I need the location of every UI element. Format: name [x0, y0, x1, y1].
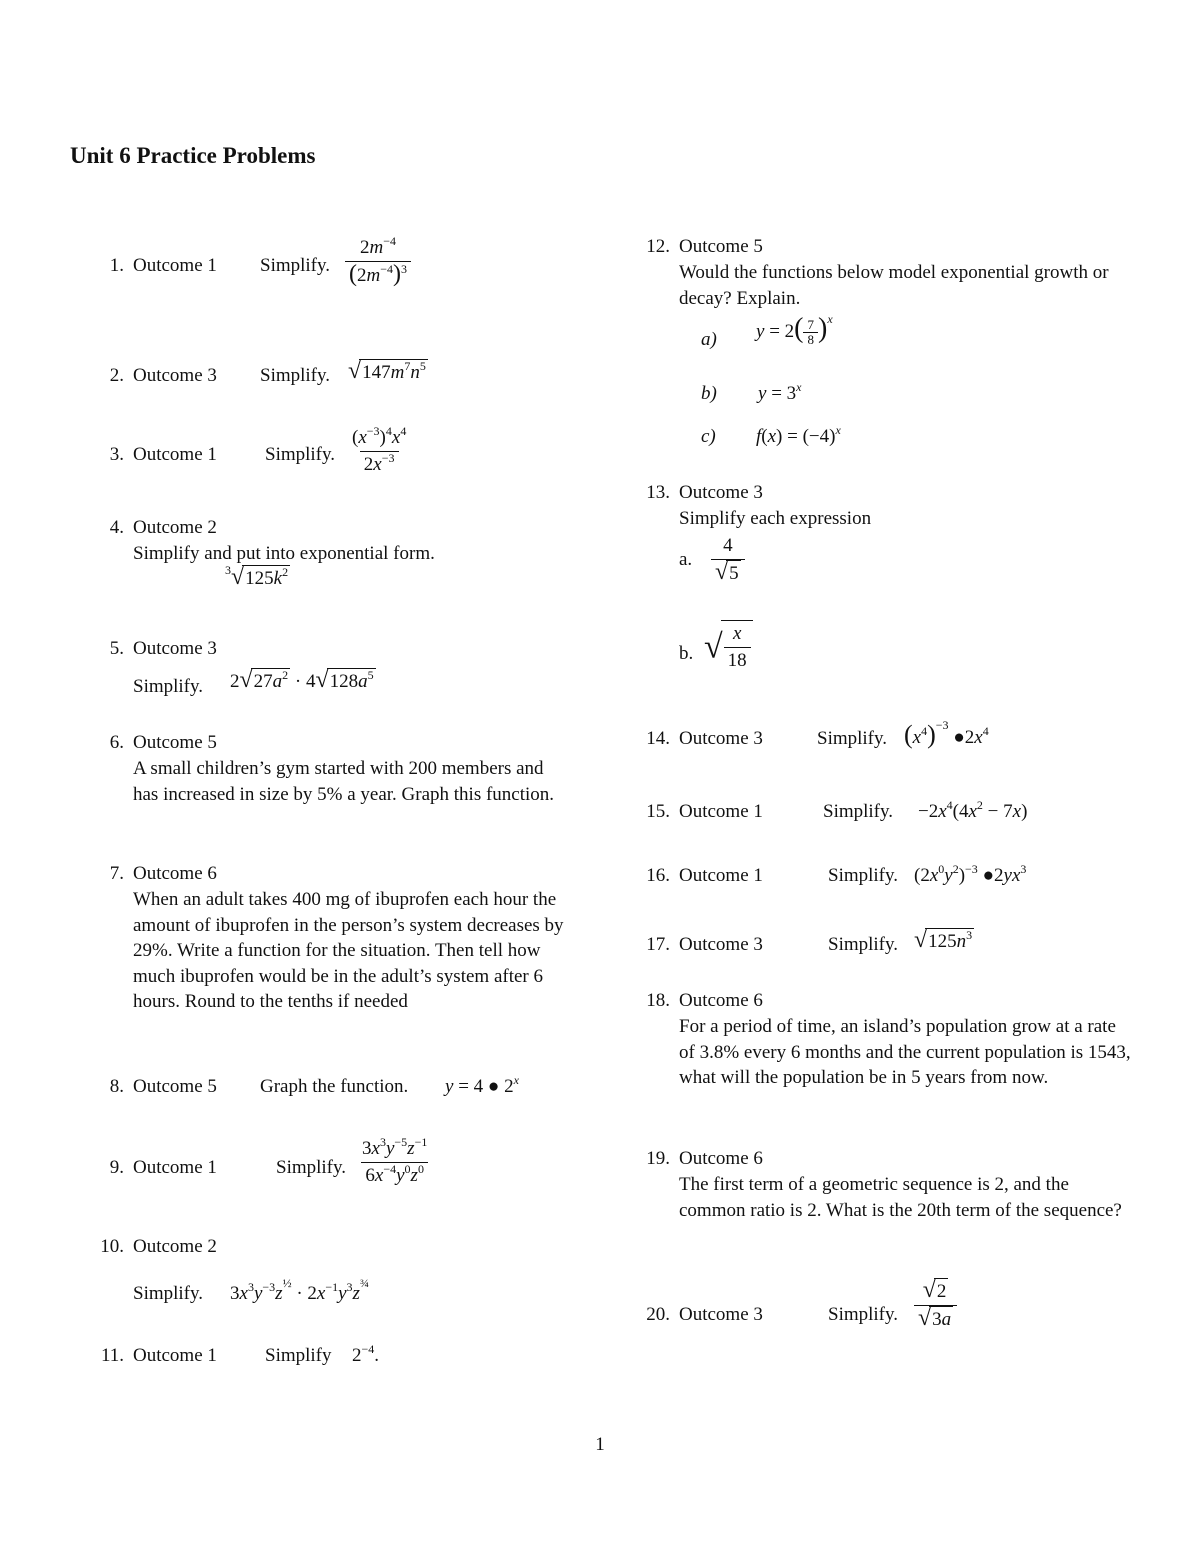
- problem-number: 15.: [646, 801, 670, 822]
- expression: $3x^3y^{-3}z^{\frac{1}{2}} \cdot 2x^{-1}y^3z^{\frac{3}{4}}$: [230, 1276, 369, 1304]
- outcome-label: Outcome 3: [133, 365, 217, 386]
- outcome-label: Outcome 3: [133, 638, 217, 659]
- prompt: Simplify.: [260, 255, 331, 276]
- expression: $\frac{√2}{√3a}$: [914, 1278, 957, 1332]
- outcome-label: Outcome 1: [133, 444, 217, 465]
- problem-number: 1.: [109, 255, 124, 276]
- expression: $-2x^4(4x^2 - 7x)$: [918, 798, 1028, 822]
- outcome-label: Outcome 1: [133, 1157, 217, 1178]
- expression: $(x^4)^{-3}$ $●2x^4$: [904, 718, 989, 749]
- expression: $√147m^7n^5$: [348, 358, 426, 384]
- outcome-label: Outcome 6: [679, 990, 763, 1011]
- problem-number: 18.: [646, 990, 670, 1011]
- part-label: a.: [679, 549, 693, 570]
- outcome-label: Outcome 2: [133, 1236, 217, 1257]
- outcome-label: Outcome 5: [133, 1076, 217, 1097]
- prompt: Simplify.: [276, 1157, 347, 1178]
- prompt: Simplify.: [133, 1283, 204, 1304]
- problem-text: Simplify and put into exponential form.: [133, 543, 435, 564]
- expression: $\frac{(x^{-3})^4x^4}{2x^{-3}}$: [348, 425, 410, 477]
- outcome-label: Outcome 6: [133, 863, 217, 884]
- expression: √ $\frac{x}{18}$: [704, 620, 753, 673]
- expression: $(2x^0y^2)^{-3}$ $●2yx^3$: [914, 862, 1027, 886]
- problem-number: 16.: [646, 865, 670, 886]
- problem-text: The first term of a geometric sequence is 2, and the common ratio is 2. What is the 20th term of the sequence?: [679, 1174, 1122, 1221]
- problem-number: 20.: [646, 1304, 670, 1325]
- expression: $f(x) = (-4)^x$: [756, 423, 841, 447]
- outcome-label: Outcome 3: [679, 1304, 763, 1325]
- outcome-label: Outcome 2: [133, 517, 217, 538]
- prompt: Simplify: [265, 1345, 332, 1366]
- problem-number: 5.: [109, 638, 124, 659]
- expression: $√125n^3$: [914, 927, 973, 953]
- outcome-label: Outcome 5: [133, 732, 217, 753]
- outcome-label: Outcome 3: [679, 934, 763, 955]
- outcome-label: Outcome 6: [679, 1148, 763, 1169]
- expression: y = 4 ● 2$^x$: [445, 1073, 519, 1097]
- problem-number: 19.: [646, 1148, 670, 1169]
- problem-number: 14.: [646, 728, 670, 749]
- prompt: Simplify.: [828, 1304, 899, 1325]
- problem-text: A small children’s gym started with 200 members and has increased in size by 5% a year. Graph this function.: [133, 758, 555, 805]
- part-label: a): [701, 329, 717, 350]
- outcome-label: Outcome 1: [133, 255, 217, 276]
- expression: y = 2( $\frac{7}{8}$ )$^x$: [756, 312, 833, 348]
- problem-number: 12.: [646, 236, 670, 257]
- expression: $\frac{2m^{-4}}{(2m^{-4})^3}$: [345, 235, 411, 288]
- problem-number: 4.: [109, 517, 124, 538]
- prompt: Simplify.: [260, 365, 331, 386]
- problem-text: Would the functions below model exponential growth or decay? Explain.: [679, 262, 1109, 309]
- problem-number: 17.: [646, 934, 670, 955]
- problem-number: 6.: [109, 732, 124, 753]
- expression: $\frac{4}{√5}$: [711, 533, 745, 586]
- prompt: Simplify.: [823, 801, 894, 822]
- part-label: b.: [679, 643, 694, 664]
- prompt: Simplify.: [265, 444, 336, 465]
- page-title: Unit 6 Practice Problems: [70, 143, 316, 168]
- expression: $\frac{3x^3y^{-5}z^{-1}}{6x^{-4}y^0z^0}$: [358, 1136, 431, 1188]
- problem-text: For a period of time, an island’s population grow at a rate of 3.8% every 6 months and the current population is 1543, what will the population be in 5 years from now.: [679, 1016, 1131, 1088]
- prompt: Simplify.: [817, 728, 888, 749]
- prompt: Graph the function.: [260, 1076, 409, 1097]
- problem-number: 11.: [100, 1345, 124, 1366]
- prompt: Simplify.: [828, 865, 899, 886]
- prompt: Simplify.: [828, 934, 899, 955]
- page-number: 1: [595, 1434, 605, 1455]
- outcome-label: Outcome 1: [679, 801, 763, 822]
- part-label: b): [701, 383, 717, 404]
- problem-number: 7.: [109, 863, 124, 884]
- problem-number: 2.: [109, 365, 124, 386]
- outcome-label: Outcome 3: [679, 482, 763, 503]
- problem-number: 9.: [109, 1157, 124, 1178]
- problem-number: 3.: [109, 444, 124, 465]
- outcome-label: Outcome 1: [133, 1345, 217, 1366]
- problem-number: 8.: [109, 1076, 124, 1097]
- outcome-label: Outcome 5: [679, 236, 763, 257]
- expression: $y = 3^x$: [758, 380, 802, 404]
- prompt: Simplify.: [133, 676, 204, 697]
- expression: $2^{-4}$.: [352, 1342, 380, 1366]
- problem-number: 13.: [646, 482, 670, 503]
- part-label: c): [701, 426, 716, 447]
- problem-text: When an adult takes 400 mg of ibuprofen each hour the amount of ibuprofen in the person’s system decreases by 29%. Write a function for the situation. Then tell how much ibuprofen would be in the adult’s system after 6 hours. Round to the tenths if needed: [133, 889, 564, 1012]
- expression: $^3√125k^2$: [225, 563, 289, 590]
- expression: $2√27a^2 \cdot 4√128a^5$: [230, 667, 374, 693]
- problem-number: 10.: [100, 1236, 124, 1257]
- problem-text: Simplify each expression: [679, 508, 872, 529]
- outcome-label: Outcome 1: [679, 865, 763, 886]
- outcome-label: Outcome 3: [679, 728, 763, 749]
